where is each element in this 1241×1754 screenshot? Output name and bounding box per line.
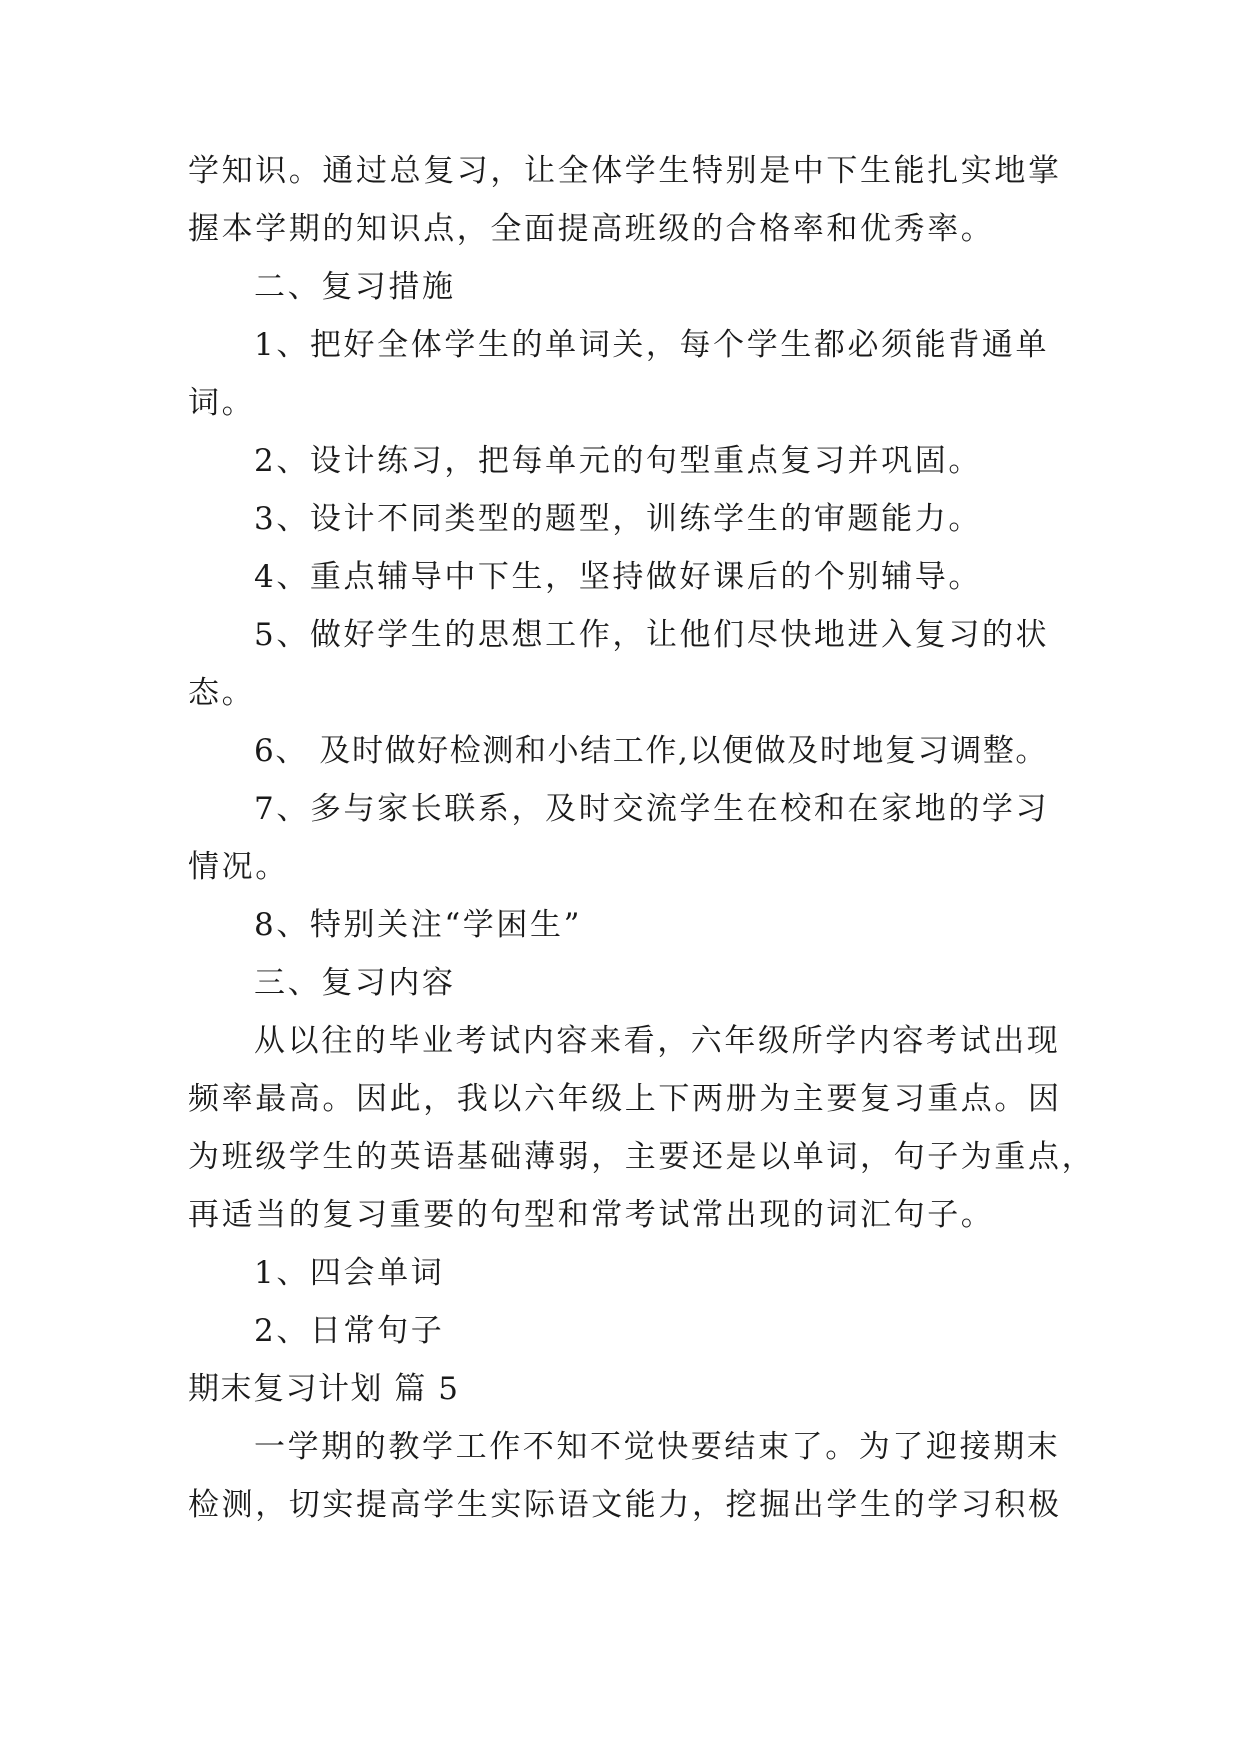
paragraph-line: 频率最高。因此，我以六年级上下两册为主要复习重点。因 (188, 1081, 1062, 1117)
list-item: 7、多与家长联系，及时交流学生在校和在家地的学习 (254, 791, 1050, 827)
section-heading: 二、复习措施 (254, 269, 456, 305)
list-item: 2、日常句子 (254, 1313, 445, 1349)
paragraph-line: 词。 (188, 385, 256, 421)
paragraph-line: 从以往的毕业考试内容来看，六年级所学内容考试出现 (254, 1023, 1061, 1059)
list-item: 1、把好全体学生的单词关，每个学生都必须能背通单 (254, 327, 1050, 363)
list-item: 3、设计不同类型的题型，训练学生的审题能力。 (254, 501, 982, 537)
paragraph-line: 一学期的教学工作不知不觉快要结束了。为了迎接期末 (254, 1429, 1061, 1465)
paragraph-line: 情况。 (188, 849, 289, 885)
paragraph-line: 学知识。通过总复习，让全体学生特别是中下生能扎实地掌 (188, 153, 1062, 189)
article-title: 期末复习计划 篇 5 (188, 1371, 460, 1407)
paragraph-line: 握本学期的知识点，全面提高班级的合格率和优秀率。 (188, 211, 995, 247)
section-heading: 三、复习内容 (254, 965, 456, 1001)
list-item: 4、重点辅导中下生，坚持做好课后的个别辅导。 (254, 559, 982, 595)
list-item: 5、做好学生的思想工作，让他们尽快地进入复习的状 (254, 617, 1050, 653)
list-item: 8、特别关注“学困生” (254, 907, 583, 943)
list-item: 2、设计练习，把每单元的句型重点复习并巩固。 (254, 443, 982, 479)
paragraph-line: 态。 (188, 675, 256, 711)
list-item: 1、四会单词 (254, 1255, 445, 1291)
list-item: 6、 及时做好检测和小结工作,以便做及时地复习调整。 (254, 733, 1049, 769)
paragraph-line: 为班级学生的英语基础薄弱，主要还是以单词，句子为重点， (188, 1139, 1096, 1175)
paragraph-line: 再适当的复习重要的句型和常考试常出现的词汇句子。 (188, 1197, 995, 1233)
paragraph-line: 检测，切实提高学生实际语文能力，挖掘出学生的学习积极 (188, 1487, 1062, 1523)
